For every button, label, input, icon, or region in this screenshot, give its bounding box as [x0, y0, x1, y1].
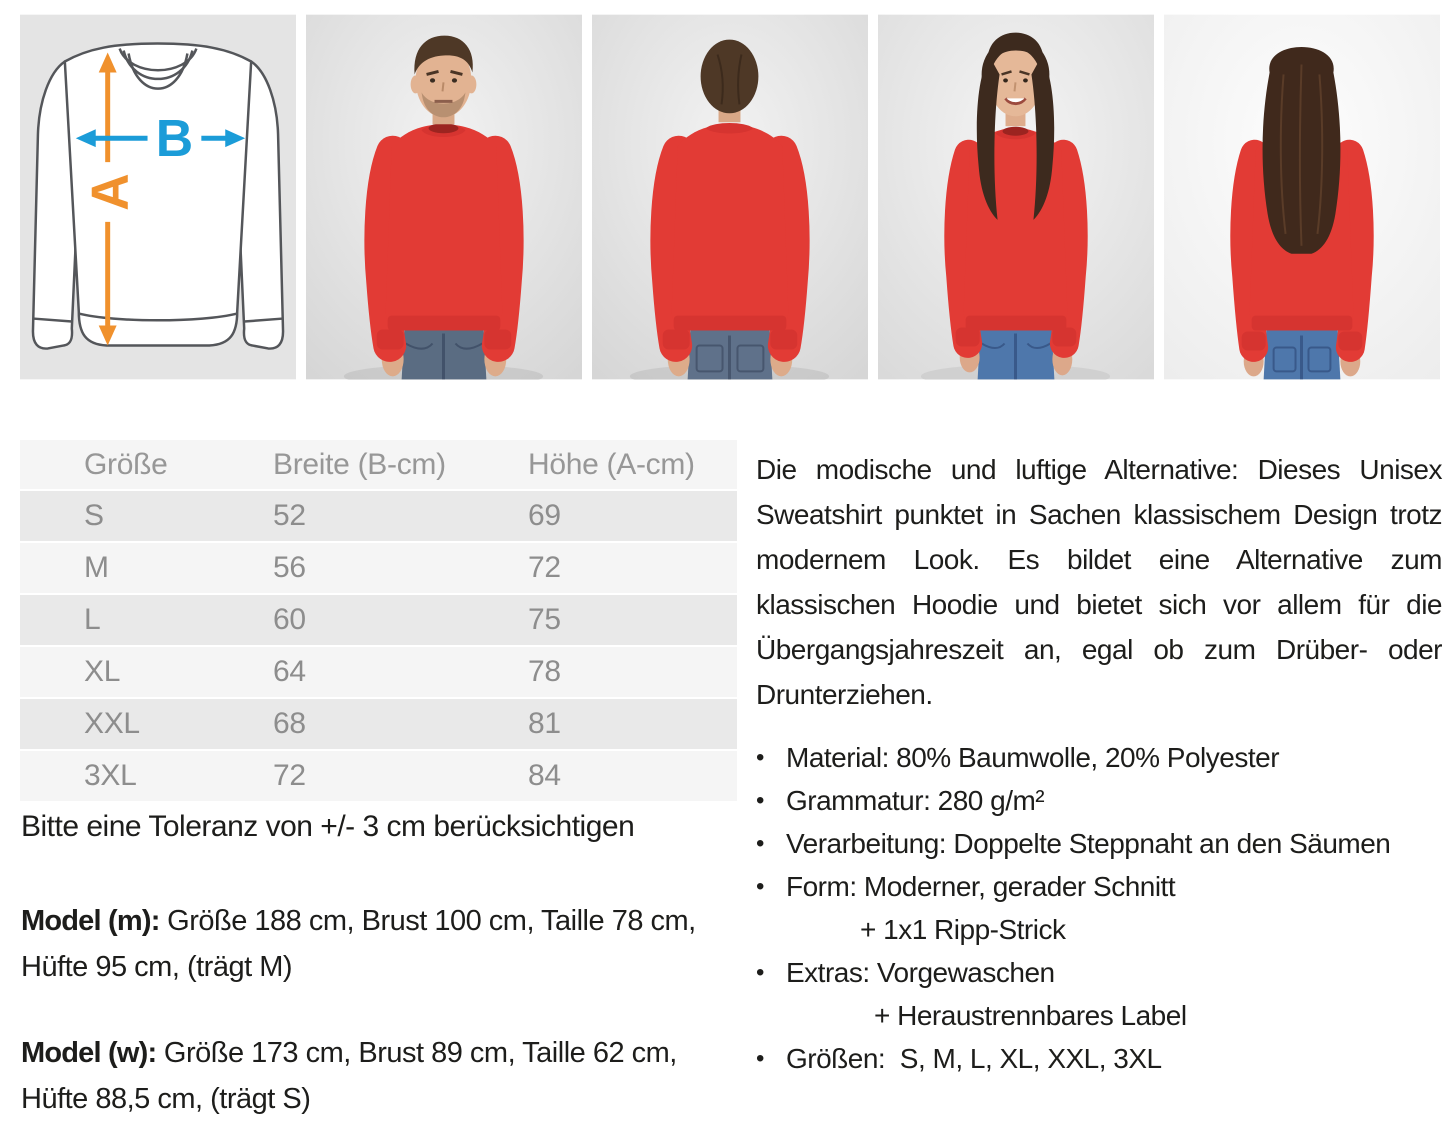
tolerance-note: Bitte eine Toleranz von +/- 3 cm berücksichtigen	[21, 810, 635, 843]
feature-material: • Material: 80% Baumwolle, 20% Polyester	[756, 736, 1442, 779]
feature-extras: • Extras: Vorgewaschen	[756, 951, 1442, 994]
bullet-icon: •	[756, 787, 764, 814]
hair	[1263, 47, 1341, 254]
model-w-label: Model (w):	[21, 1037, 157, 1069]
man-back-illustration	[592, 14, 868, 380]
man-front-illustration	[306, 14, 582, 380]
sweatshirt	[956, 127, 1077, 347]
size-row-xxl: XXL 68 81	[20, 699, 737, 749]
feature-list	[756, 736, 1442, 1080]
photo-man-front	[306, 14, 582, 380]
size-row-m: M 56 72	[20, 543, 737, 593]
bullet-icon: •	[756, 1045, 764, 1072]
model-m-info	[21, 898, 727, 990]
feature-extras-extra: + Heraustrennbares Label	[874, 1000, 1187, 1031]
photo-woman-back	[1164, 14, 1440, 380]
feature-verarbeitung: • Verarbeitung: Doppelte Steppnaht an den Säumen	[756, 822, 1442, 865]
model-m-label: Model (m):	[21, 905, 160, 937]
size-table-header	[20, 440, 737, 489]
feature-groessen: • Größen: S, M, L, XL, XXL, 3XL	[756, 1037, 1442, 1080]
col-header-groesse: Größe	[84, 447, 168, 481]
woman-front-illustration	[878, 14, 1154, 380]
sweatshirt-measure-diagram	[20, 14, 296, 380]
label-b: B	[155, 109, 194, 168]
model-m-details: Größe 188 cm, Brust 100 cm, Taille 78 cm, Hüfte 95 cm, (trägt M)	[21, 905, 696, 983]
feature-grammatur: • Grammatur: 280 g/m²	[756, 779, 1442, 822]
jeans	[978, 324, 1055, 380]
bullet-icon: •	[756, 959, 764, 986]
sweatshirt	[377, 123, 512, 349]
bullet-icon: •	[756, 830, 764, 857]
feature-form-extra: + 1x1 Ripp-Strick	[860, 914, 1066, 945]
size-row-l: L 60 75	[20, 595, 737, 645]
size-row-3xl: 3XL 72 84	[20, 751, 737, 801]
jeans	[688, 324, 773, 380]
model-w-info	[21, 1030, 727, 1122]
woman-back-illustration	[1164, 14, 1440, 380]
photo-woman-front	[878, 14, 1154, 380]
product-images-row	[20, 14, 1440, 380]
size-diagram-image	[20, 14, 296, 380]
size-row-s: S 52 69	[20, 491, 737, 541]
photo-man-back	[592, 14, 868, 380]
sweatshirt	[663, 123, 798, 349]
size-table	[20, 440, 737, 803]
jeans	[402, 324, 487, 380]
product-description: Die modische und luftige Alternative: Dieses Unisex Sweatshirt punktet in Sachen klassischem Design trotz modernem Look. Es bildet eine Alternative zum klassischen Hoodie und bietet sich vor allem für die Übergangsjahreszeit an, egal ob zum Drüber- oder Drunterziehen.	[756, 454, 1442, 710]
size-row-xl: XL 64 78	[20, 647, 737, 697]
model-w-details: Größe 173 cm, Brust 89 cm, Taille 62 cm, Hüfte 88,5 cm, (trägt S)	[21, 1037, 677, 1115]
label-a: A	[80, 173, 139, 211]
col-header-hoehe: Höhe (A-cm)	[528, 447, 695, 481]
jeans	[1264, 324, 1341, 380]
feature-form: • Form: Moderner, gerader Schnitt	[756, 865, 1442, 908]
col-header-breite: Breite (B-cm)	[273, 447, 446, 481]
bullet-icon: •	[756, 744, 764, 771]
bullet-icon: •	[756, 873, 764, 900]
